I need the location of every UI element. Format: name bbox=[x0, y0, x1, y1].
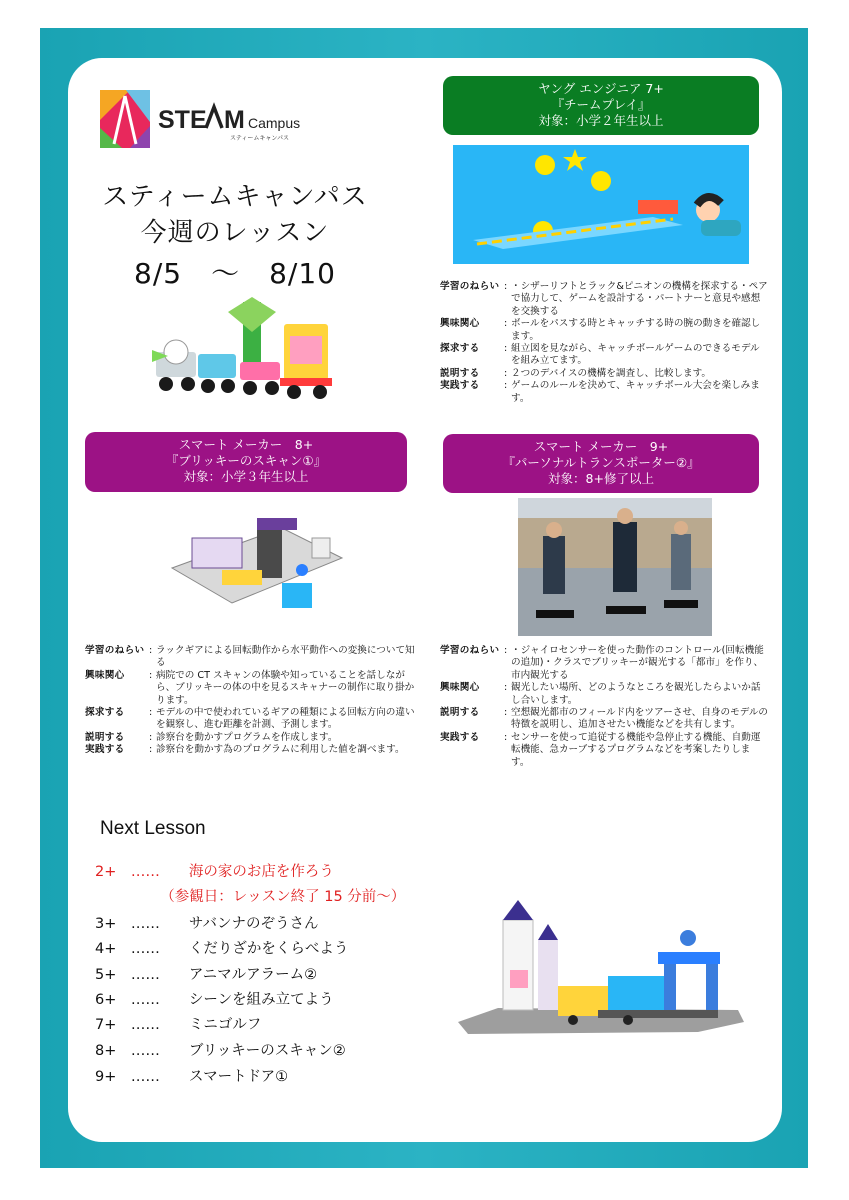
course2-target: 対象：小学３年生以上 bbox=[183, 469, 309, 484]
row-text: ゲームのルールを決めて、キャッチボール大会を楽しみます。 bbox=[511, 380, 760, 404]
row-text: ラックギアによる回転動作から水平動作への変換について知る bbox=[156, 645, 415, 669]
course1-target: 対象：小学２年生以上 bbox=[538, 113, 664, 128]
row-label: 説明する bbox=[85, 731, 125, 743]
row-text: 病院での CT スキャンの体験や知っていることを話しながら、ブリッキーの体の中を見るスキャナーの制作に取り掛かります。 bbox=[156, 669, 415, 706]
course2-banner bbox=[85, 432, 407, 492]
course1-row-practice: 実践する : ゲームのルールを決めて、キャッチボール大会を楽しみます。 bbox=[440, 380, 768, 405]
row-text: 組立図を見ながら、キャッチボールゲームのできるモデルを組み立てます。 bbox=[511, 343, 760, 367]
lego-train-image bbox=[458, 900, 744, 1040]
team-play-illustration bbox=[453, 145, 749, 264]
row-label: 学習のねらい bbox=[440, 281, 500, 292]
svg-text:Campus: Campus bbox=[248, 115, 301, 131]
course3-name: スマート メーカー 9+ bbox=[533, 439, 669, 454]
segway-photo bbox=[518, 498, 712, 636]
course1-name: ヤング エンジニア 7+ bbox=[538, 81, 664, 96]
page-title-line2: 今週のレッスン bbox=[140, 218, 330, 248]
course2-row-explore: 探求する : モデルの中で使われているギアの種類による回転方向の違いを観察し、進む距離を計測、予測します。 bbox=[85, 707, 415, 731]
next-lesson-item: 5+ …… アニマルアラーム② bbox=[95, 967, 318, 983]
course2-row-practice: 実践する : 診察台を動かす為のプログラムに利用した値を調べます。 bbox=[85, 744, 415, 756]
svg-text:スティームキャンパス: スティームキャンパス bbox=[230, 135, 289, 142]
row-text: 診察台を動かすプログラムを作成します。 bbox=[156, 731, 338, 743]
next-lesson-item: 2+ …… 海の家のお店を作ろう bbox=[95, 864, 334, 880]
row-label: 探求する bbox=[440, 343, 480, 355]
row-label: 実践する bbox=[440, 731, 480, 743]
next-lesson-item: 3+ …… サバンナのぞうさん bbox=[95, 916, 319, 932]
row-label: 実践する bbox=[440, 380, 480, 392]
next-lesson-item: 9+ …… スマートドア① bbox=[95, 1069, 289, 1085]
course2-lesson: 『ブリッキーのスキャン①』 bbox=[165, 453, 327, 468]
scanner-model-image bbox=[162, 508, 352, 618]
course1-lesson: 『チームプレイ』 bbox=[551, 97, 651, 112]
row-text: センサーを使って追従する機能や急停止する機能、自動運転機能、急カーブするプログラムなどを考案したりします。 bbox=[511, 731, 761, 768]
course3-description bbox=[440, 645, 768, 769]
next-lesson-item: 6+ …… シーンを組み立てよう bbox=[95, 992, 334, 1008]
row-text: ・シザーリフトとラック&ピニオンの機構を探求する・ペアで協力して、ゲームを設計する・パートナーと意見や感想を交換する bbox=[511, 281, 768, 317]
row-text: ボールをパスする時とキャッチする時の腕の動きを確認します。 bbox=[511, 318, 761, 342]
page-title-line1: スティームキャンパス bbox=[102, 182, 368, 212]
course2-description bbox=[85, 645, 415, 757]
row-label: 学習のねらい bbox=[440, 645, 500, 656]
next-lesson-item: 4+ …… くだりざかをくらべよう bbox=[95, 941, 349, 957]
course3-banner bbox=[443, 434, 759, 493]
course3-row-practice: 実践する : センサーを使って追従する機能や急停止する機能、自動運転機能、急カーブするプログラムなどを考案したりします。 bbox=[440, 732, 768, 769]
course1-row-aim: 学習のねらい : ・シザーリフトとラック&ピニオンの機構を探求する・ペアで協力して、ゲームを設計する・パートナーと意見や感想を交換する bbox=[440, 281, 768, 317]
row-text: 観光したい場所、どのようなところを観光したらよいか話し合いします。 bbox=[511, 682, 761, 706]
row-label: 興味関心 bbox=[440, 318, 480, 330]
row-label: 学習のねらい bbox=[85, 645, 145, 656]
course3-row-interest: 興味関心 : 観光したい場所、どのようなところを観光したらよいか話し合いします。 bbox=[440, 682, 768, 707]
svg-text:M: M bbox=[224, 106, 245, 134]
row-text: ２つのデバイスの機構を調査し、比較します。 bbox=[511, 367, 712, 379]
row-label: 興味関心 bbox=[85, 669, 125, 681]
week-dates: 8/5 ～ 8/10 bbox=[134, 257, 336, 290]
row-text: 診察台を動かす為のプログラムに利用した値を調べます。 bbox=[156, 744, 405, 756]
row-label: 興味関心 bbox=[440, 682, 480, 694]
course3-row-explain: 説明する : 空想観光都市のフィールド内をツアーさせ、自身のモデルの特徴を説明し、追加させたい機能などを共有します。 bbox=[440, 707, 769, 731]
next-lesson-item: 8+ …… ブリッキーのスキャン② bbox=[95, 1043, 346, 1059]
course2-name: スマート メーカー 8+ bbox=[178, 437, 314, 452]
course2-row-explain: 説明する : 診察台を動かすプログラムを作成します。 bbox=[85, 732, 415, 744]
course3-row-aim: 学習のねらい : ・ジャイロセンサーを使った動作のコントロール(回転機能の追加)・クラスでブリッキーが観光する「都市」を作り、市内観光する bbox=[440, 645, 768, 682]
row-text: ・ジャイロセンサーを使った動作のコントロール(回転機能の追加)・クラスでブリッキーが観光する「都市」を作り、市内観光する bbox=[511, 645, 764, 681]
row-label: 実践する bbox=[85, 744, 125, 756]
next-lesson-note: （参観日：レッスン終了 15 分前～） bbox=[95, 889, 406, 905]
course1-row-explain: 説明する : ２つのデバイスの機構を調査し、比較します。 bbox=[440, 368, 768, 380]
svg-text:STE: STE bbox=[158, 106, 207, 134]
course3-target: 対象：8+修了以上 bbox=[548, 471, 654, 486]
lego-parade-image bbox=[148, 292, 338, 404]
steam-campus-logo bbox=[100, 90, 325, 158]
course1-description bbox=[440, 281, 768, 405]
row-label: 説明する bbox=[440, 367, 480, 379]
next-lesson-title: Next Lesson bbox=[100, 818, 206, 839]
next-lesson-item: 7+ …… ミニゴルフ bbox=[95, 1017, 262, 1033]
course1-banner bbox=[443, 76, 759, 135]
course2-row-aim: 学習のねらい : ラックギアによる回転動作から水平動作への変換について知る bbox=[85, 645, 415, 669]
course3-lesson: 『パーソナルトランスポーター②』 bbox=[502, 455, 700, 470]
course1-row-explore: 探求する : 組立図を見ながら、キャッチボールゲームのできるモデルを組み立てます。 bbox=[440, 343, 768, 368]
course2-row-interest: 興味関心 : 病院での CT スキャンの体験や知っていることを話しながら、ブリッキーの体の中を見るスキャナーの制作に取り掛かります。 bbox=[85, 669, 415, 706]
row-text: 空想観光都市のフィールド内をツアーさせ、自身のモデルの特徴を説明し、追加させたい機能などを共有します。 bbox=[511, 707, 769, 731]
row-label: 探求する bbox=[85, 707, 125, 719]
course1-row-interest: 興味関心 : ボールをパスする時とキャッチする時の腕の動きを確認します。 bbox=[440, 318, 768, 343]
row-text: モデルの中で使われているギアの種類による回転方向の違いを観察し、進む距離を計測、予測します。 bbox=[156, 707, 415, 731]
row-label: 説明する bbox=[440, 707, 480, 719]
